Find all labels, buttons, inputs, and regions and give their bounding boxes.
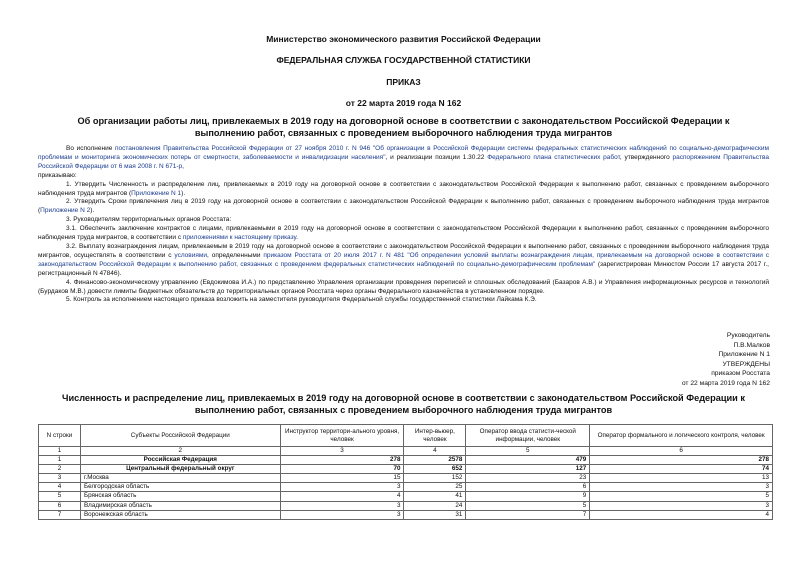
distribution-table — [38, 424, 773, 520]
header-interviewer: Интер-вьюер, человек — [404, 425, 466, 447]
item-3-1-end: . — [296, 234, 298, 242]
instructors: 3 — [280, 501, 404, 510]
signer-role: Руководитель — [726, 332, 770, 339]
interviewers: 152 — [404, 474, 466, 483]
item-2-text: 2. Утвердить Сроки привлечения лиц в 2019 году на договорной основе в соответствии с законодательством Российской Федерации к выполнению работ, связанных с проведением выборочного наблюдения труда мигрантов ( — [38, 198, 769, 215]
row-number: 1 — [39, 456, 81, 465]
table-body — [39, 456, 773, 520]
instructors: 15 — [280, 474, 404, 483]
ministry-header: Министерство экономического развития Российской Федерации — [266, 34, 541, 44]
item-4: 4. Финансово-экономическому управлению (Евдокимова И.А.) по представлению Управления организации проведения переписей и сплошных обследований (Базаров А.В.) и Управления информационных ресурсов и технологий (Бурдаков М.В.) довести лимиты бюджетных обязательств до территориальных органов Росстата через органы Федерального казначейства в установленном порядке. — [38, 278, 769, 295]
colnum: 5 — [466, 447, 590, 456]
order-date-label: от 22 марта 2019 года N 162 — [681, 379, 770, 387]
interviewers: 24 — [404, 501, 466, 510]
link-federal-plan[interactable]: Федерального плана статистических работ — [487, 153, 620, 161]
header-data-entry-operator: Оператор ввода статисти-ческой информации, человек — [466, 425, 590, 447]
interviewers: 25 — [404, 483, 466, 492]
colnum: 6 — [590, 447, 773, 456]
table-header-row — [39, 425, 773, 447]
interviewers: 652 — [404, 465, 466, 474]
subject-name: Владимирская область — [80, 501, 280, 510]
interviewers: 31 — [404, 510, 466, 519]
subject-name: Воронежская область — [80, 510, 280, 519]
link-annex-1[interactable]: Приложение N 1 — [131, 189, 182, 197]
link-government-order-671[interactable]: распоряжением Правительства Российской Федерации от 6 мая 2008 г. N 671-р — [38, 153, 769, 170]
doc-title: Об организации работы лиц, привлекаемых в 2019 году на договорной основе в соответствии с законодательством Российской Федерации к выполнению работ, связанных с проведением выборочного наблюдения труда мигрантов — [77, 116, 730, 138]
item-3: 3. Руководителям территориальных органов Росстата: — [66, 216, 232, 224]
doc-date-number: от 22 марта 2019 года N 162 — [345, 98, 462, 108]
item-3-1-text: 3.1. Обеспечить заключение контрактов с лицами, привлекаемыми в 2019 году на договорной основе в соответствии с законодательством Российской Федерации к выполнению работ, связанных с проведением выборочного наблюдения труда мигрантов, в соответствии с — [38, 225, 769, 242]
link-government-decree-946[interactable]: постановления Правительства Российской Федерации от 27 ноября 2010 г. N 946 "Об организации в Российской Федерации системы федеральных статистических наблюдений по социально-демографическим проблемам и мониторинга экономических потерь от смертности, заболеваемости и инвалидизации населения" — [38, 145, 769, 161]
column-number-row — [39, 447, 773, 456]
signature-block — [470, 331, 770, 388]
row-number: 5 — [39, 492, 81, 501]
row-number: 3 — [39, 474, 81, 483]
order-body — [38, 145, 769, 305]
link-annexes[interactable]: приложениями к настоящему приказу — [182, 234, 297, 242]
link-conditions[interactable]: условиями — [174, 251, 208, 259]
preamble-text-3: , утвержденного — [619, 153, 673, 161]
colnum: 1 — [39, 447, 81, 456]
approved-label: УТВЕРЖДЕНЫ — [722, 360, 770, 368]
order-word: приказываю: — [38, 171, 77, 179]
data-entry-operators: 6 — [466, 483, 590, 492]
data-entry-operators: 5 — [466, 501, 590, 510]
item-1-text: 1. Утвердить Численность и распределение лиц, привлекаемых в 2019 году на договорной основе в соответствии с законодательством Российской Федерации к выполнению работ, связанных с проведением выборочного наблюдения труда мигрантов ( — [38, 180, 769, 197]
item-3-2 — [38, 243, 769, 279]
instructors: 3 — [280, 483, 404, 492]
control-operators: 3 — [590, 501, 773, 510]
interviewers: 2578 — [404, 456, 466, 465]
item-3-1 — [38, 225, 769, 243]
control-operators: 278 — [590, 456, 773, 465]
header-row-number: N строки — [39, 425, 81, 447]
data-entry-operators: 23 — [466, 474, 590, 483]
table-row — [39, 456, 773, 465]
appendix-title: Численность и распределение лиц, привлекаемых в 2019 году на договорной основе в соответствии с законодательством Российской Федерации к выполнению работ, связанных с проведением выборочного наблюдения труда мигрантов — [62, 393, 745, 415]
data-entry-operators: 7 — [466, 510, 590, 519]
item-5: 5. Контроль за исполнением настоящего приказа возложить на заместителя руководителя Федеральной службы государственной статистики Лайкама К.Э. — [66, 296, 537, 304]
subject-name: Брянская область — [80, 492, 280, 501]
instructors: 278 — [280, 456, 404, 465]
table-row — [39, 465, 773, 474]
preamble — [38, 145, 769, 172]
row-number: 6 — [39, 501, 81, 510]
header-instructor: Инструктор территори-ального уровня, человек — [280, 425, 404, 447]
subject-name: г.Москва — [80, 474, 280, 483]
table-row — [39, 474, 773, 483]
preamble-text-4: , — [182, 162, 184, 170]
by-order-label: приказом Росстата — [711, 370, 770, 377]
link-rosstat-order-481[interactable]: приказом Росстата от 20 июля 2017 г. N 481 "Об определении условий выплаты вознаграждения лицам, привлекаемым на договорной основе в соответствии с законодательством Российской Федерации к выполнению работ, связанных с проведением федеральных статистических наблюдений по социально-демографическим проблемам" — [38, 251, 770, 268]
row-number: 2 — [39, 465, 81, 474]
instructors: 4 — [280, 492, 404, 501]
row-number: 7 — [39, 510, 81, 519]
control-operators: 74 — [590, 465, 773, 474]
subject-name: Российская Федерация — [80, 456, 280, 465]
instructors: 3 — [280, 510, 404, 519]
colnum: 3 — [280, 447, 404, 456]
table-row — [39, 510, 773, 519]
link-annex-2[interactable]: Приложение N 2 — [40, 207, 91, 215]
preamble-text-2: , и реализации позиции 1.30.22 — [385, 153, 488, 161]
service-header: ФЕДЕРАЛЬНАЯ СЛУЖБА ГОСУДАРСТВЕННОЙ СТАТИСТИКИ — [276, 55, 531, 65]
control-operators: 13 — [590, 474, 773, 483]
instructors: 70 — [280, 465, 404, 474]
data-entry-operators: 479 — [466, 456, 590, 465]
table-row — [39, 501, 773, 510]
doc-type: ПРИКАЗ — [386, 77, 421, 87]
colnum: 4 — [404, 447, 466, 456]
control-operators: 4 — [590, 510, 773, 519]
item-3-2-text-2: , определенными — [207, 251, 264, 259]
item-2-end: ). — [90, 207, 95, 215]
control-operators: 3 — [590, 483, 773, 492]
header-subject: Субъекты Российской Федерации — [80, 425, 280, 447]
item-3-2-text: 3.2. Выплату вознаграждения лицам, привлекаемым в 2019 году на договорной основе в соответствии с законодательством Российской Федерации к выполнению работ, связанных с проведением выборочного наблюдения труда мигрантов, осуществлять в соответствии с — [38, 242, 769, 259]
item-2 — [38, 198, 769, 216]
item-1-end: ). — [181, 189, 186, 197]
colnum: 2 — [80, 447, 280, 456]
signer-name: П.В.Малков — [733, 341, 770, 349]
item-3-2-end: (зарегистрирован Минюстом России 17 августа 2017 г., регистрационный N 47846). — [38, 260, 769, 277]
subject-name: Центральный федеральный округ — [80, 465, 280, 474]
data-entry-operators: 9 — [466, 492, 590, 501]
data-entry-operators: 127 — [466, 465, 590, 474]
interviewers: 41 — [404, 492, 466, 501]
annex-label: Приложение N 1 — [718, 351, 770, 358]
item-1 — [38, 181, 769, 199]
table-row — [39, 492, 773, 501]
row-number: 4 — [39, 483, 81, 492]
preamble-text: Во исполнение — [66, 145, 115, 152]
table-row — [39, 483, 773, 492]
subject-name: Белгородская область — [80, 483, 280, 492]
control-operators: 5 — [590, 492, 773, 501]
header-control-operator: Оператор формального и логического контроля, человек — [590, 425, 773, 447]
